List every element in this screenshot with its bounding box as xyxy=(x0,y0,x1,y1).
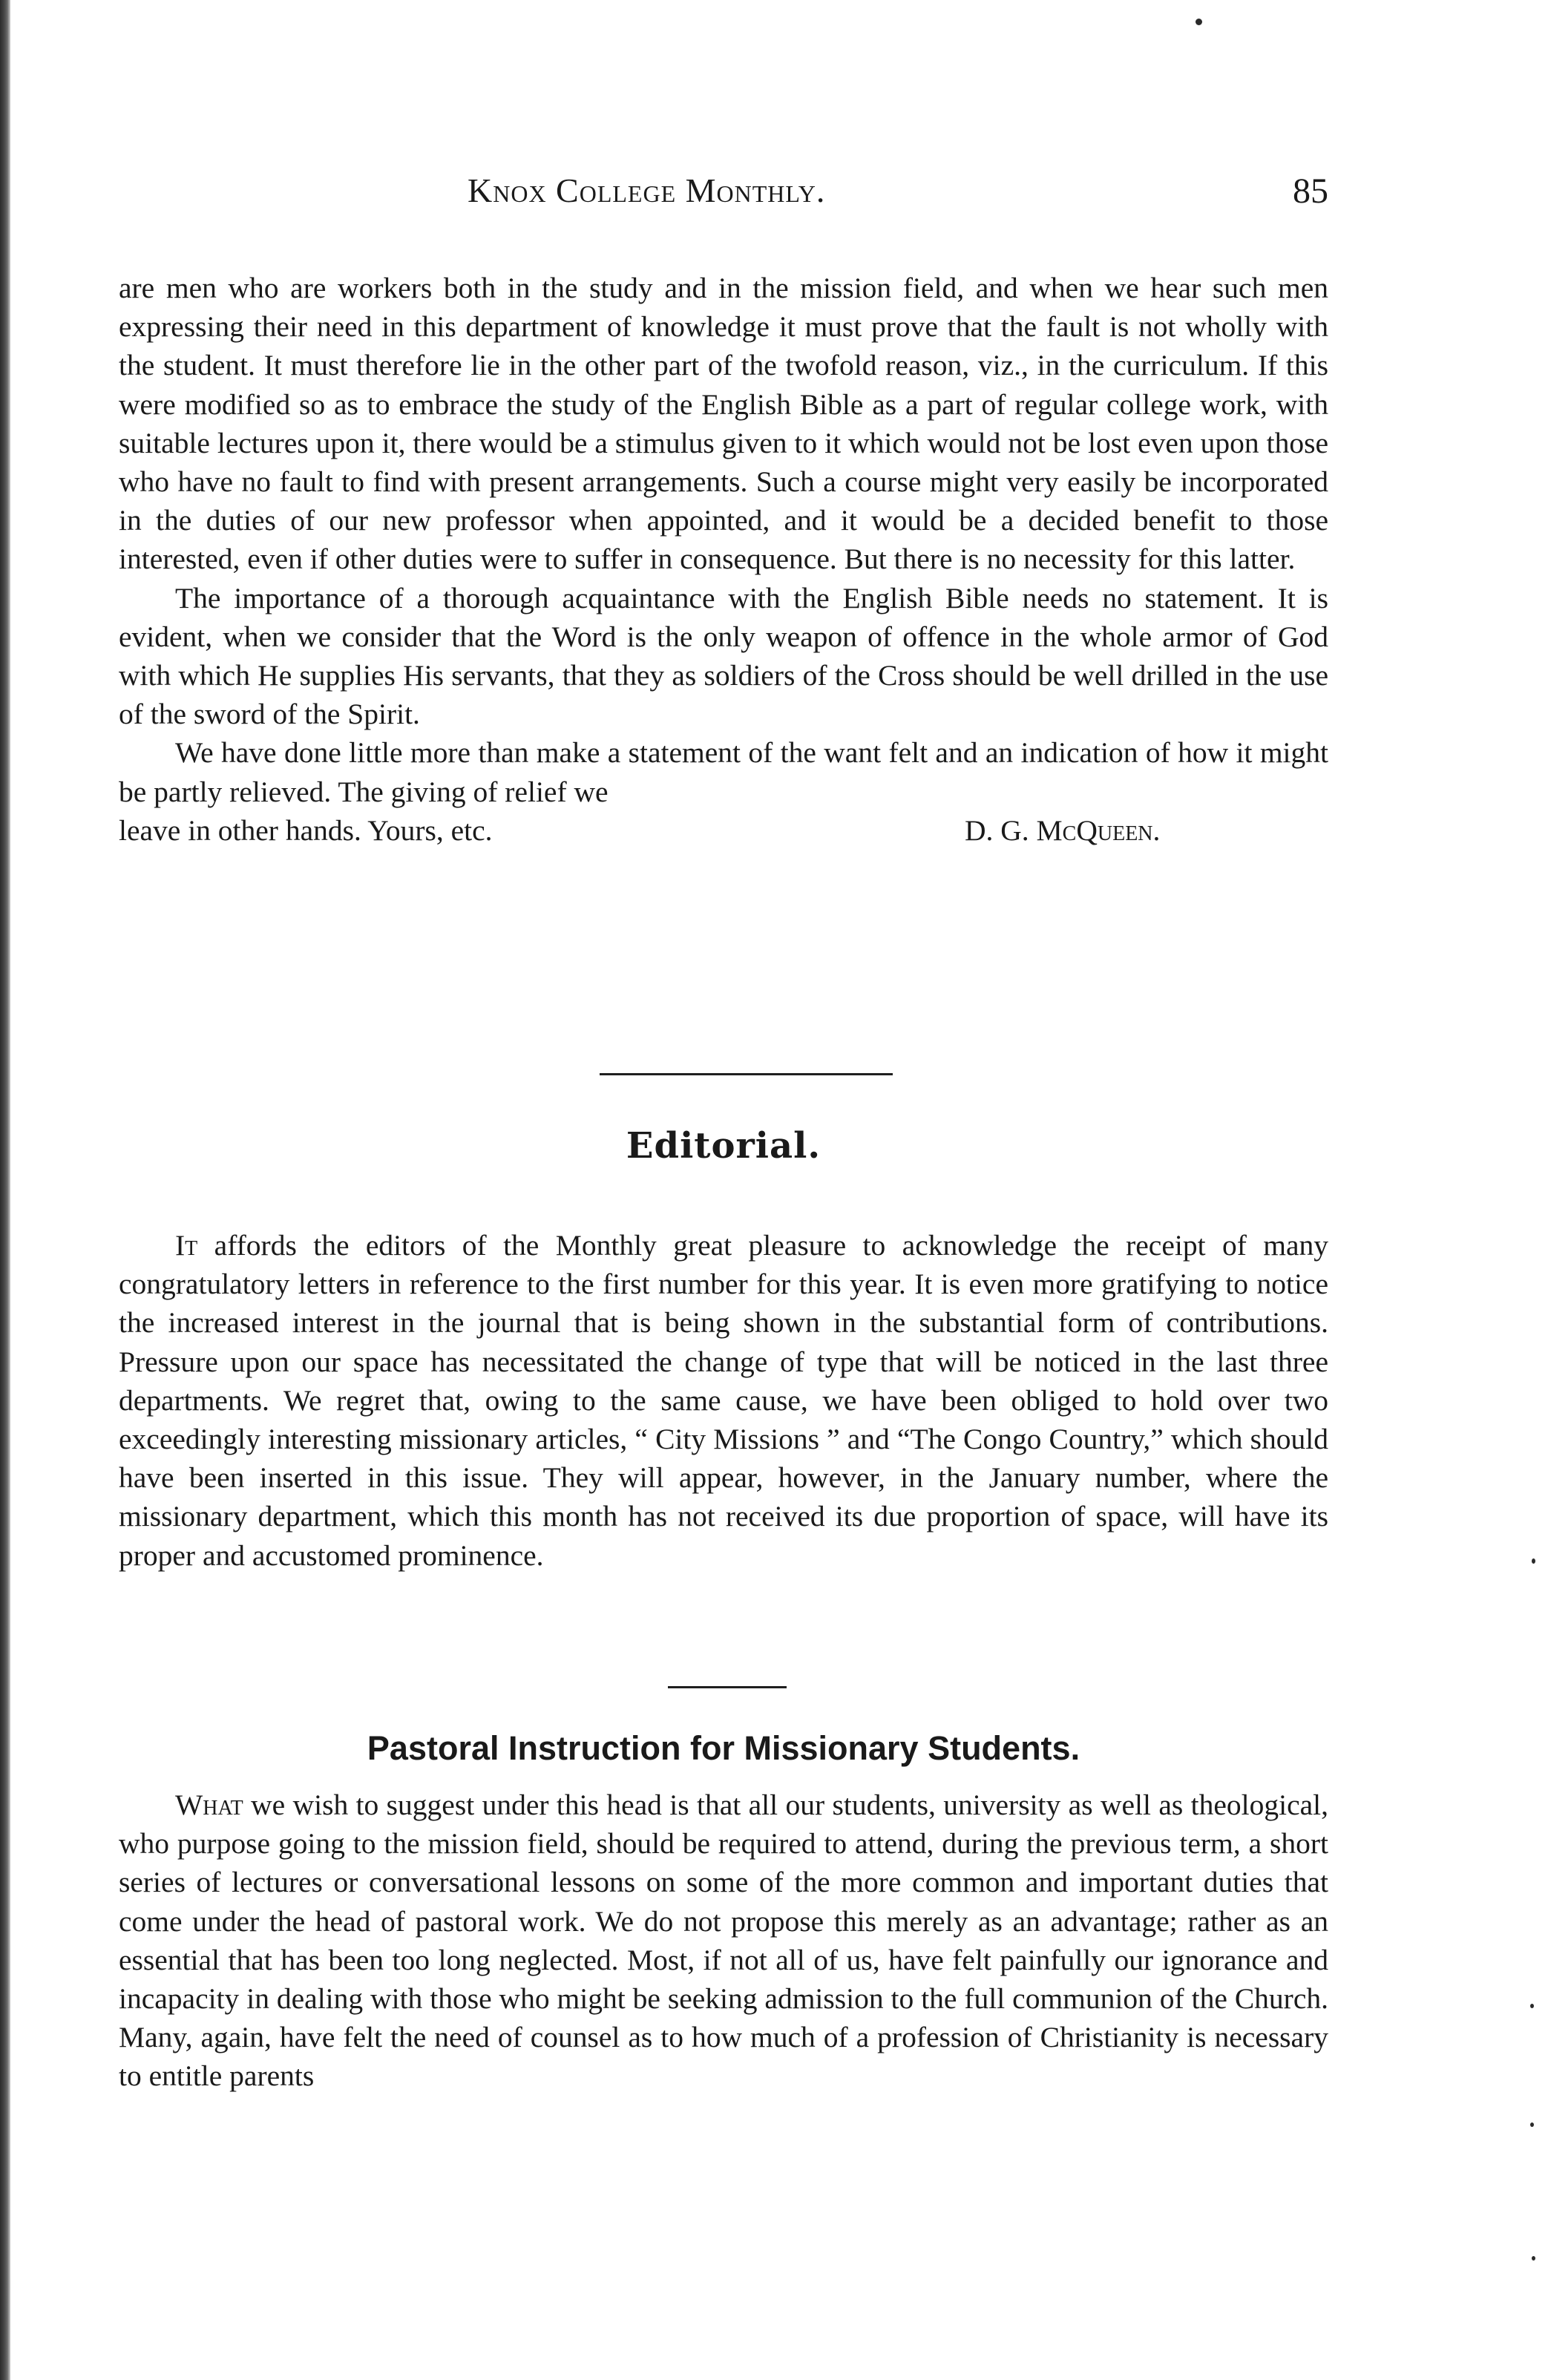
letter-paragraph: are men who are workers both in the study and in the mission field, and when we hear such men expressing their need in this department of knowledge it must prove that the fault is not wholly with the student. It must therefore lie in the other part of the twofold reason, viz., in the curriculum. If this were modified so as to embrace the study of the English Bible as a part of regular college work, with suitable lectures upon it, there would be a stimulus given to it which would not be lost even upon those who have no fault to find with present arrangements. Such a course might very easily be incorporated in the duties of our new professor when appointed, and it would be a decided benefit to those interested, even if other duties were to suffer in consequence. But there is no necessity for this latter. xyxy=(119,272,1328,576)
scan-speck xyxy=(1530,2122,1534,2127)
article-title: Pastoral Instruction for Missionary Students. xyxy=(367,1729,1080,1767)
page-header xyxy=(119,171,1328,223)
article-lead-in: What xyxy=(175,1789,243,1821)
letter-signoff xyxy=(119,811,1328,850)
running-head: Knox College Monthly. xyxy=(468,171,826,209)
editorial-heading-text: Editorial. xyxy=(626,1125,821,1167)
article-paragraph xyxy=(119,1786,1328,2096)
page-binding-edge xyxy=(0,0,10,2380)
scan-speck xyxy=(1532,1558,1535,1564)
scan-speck xyxy=(1530,2004,1534,2008)
letter-continuation xyxy=(119,269,1328,850)
letter-signature: D. G. McQueen. xyxy=(965,813,1161,847)
letter-paragraph: The importance of a thorough acquaintance with the English Bible needs no statement. It is evident, when we consider that the Word is the only weapon of offence in the whole armor of God with which He supplies His servants, that they as soldiers of the Cross should be well drilled in the use of the sword of the Spirit. xyxy=(119,581,1328,731)
article-body: we wish to suggest under this head is that all our students, university as well as theological, who purpose going to the mission field, should be required to attend, during the previous term, a short series of lectures or conversational lessons on some of the more common and important duties that come under the head of pastoral work. We do not propose this merely as an advantage; rather as an essential that has been too long neglected. Most, if not all of us, have felt painfully our ignorance and incapacity in dealing with those who might be seeking admission to the full communion of the Church. Many, again, have felt the need of counsel as to how much of a profession of Christianity is necessary to entitle parents xyxy=(119,1789,1328,2093)
section-divider xyxy=(668,1686,787,1688)
letter-closing: leave in other hands. Yours, etc. xyxy=(119,813,493,847)
scan-speck xyxy=(1196,19,1202,25)
section-divider xyxy=(600,1073,893,1075)
letter-paragraph: We have done little more than make a statement of the want felt and an indication of how it might be partly relieved. The giving of relief we xyxy=(119,736,1328,808)
article-heading xyxy=(119,1729,1328,1768)
editorial-section xyxy=(119,1226,1328,1575)
page-number: 85 xyxy=(1293,171,1328,211)
editorial-body: affords the editors of the Monthly great pleasure to acknowledge the receipt of many congratulatory letters in reference to the first number for this year. It is even more gratifying to notice the increased interest in the journal that is being shown in the substantial form of contributions. Pressure upon our space has necessitated the change of type that will be noticed in the last three departments. We regret that, owing to the same cause, we have been obliged to hold over two exceedingly interesting missionary articles, “ City Missions ” and “The Congo Country,” which should have been inserted in this issue. They will appear, however, in the January number, where the missionary department, which this month has not received its due proportion of space, will have its proper and accustomed prominence. xyxy=(119,1229,1329,1572)
editorial-heading xyxy=(119,1125,1328,1167)
editorial-lead-in: It xyxy=(175,1229,198,1262)
article-section xyxy=(119,1786,1328,2096)
editorial-paragraph xyxy=(119,1226,1328,1575)
scan-speck xyxy=(1532,2256,1535,2261)
